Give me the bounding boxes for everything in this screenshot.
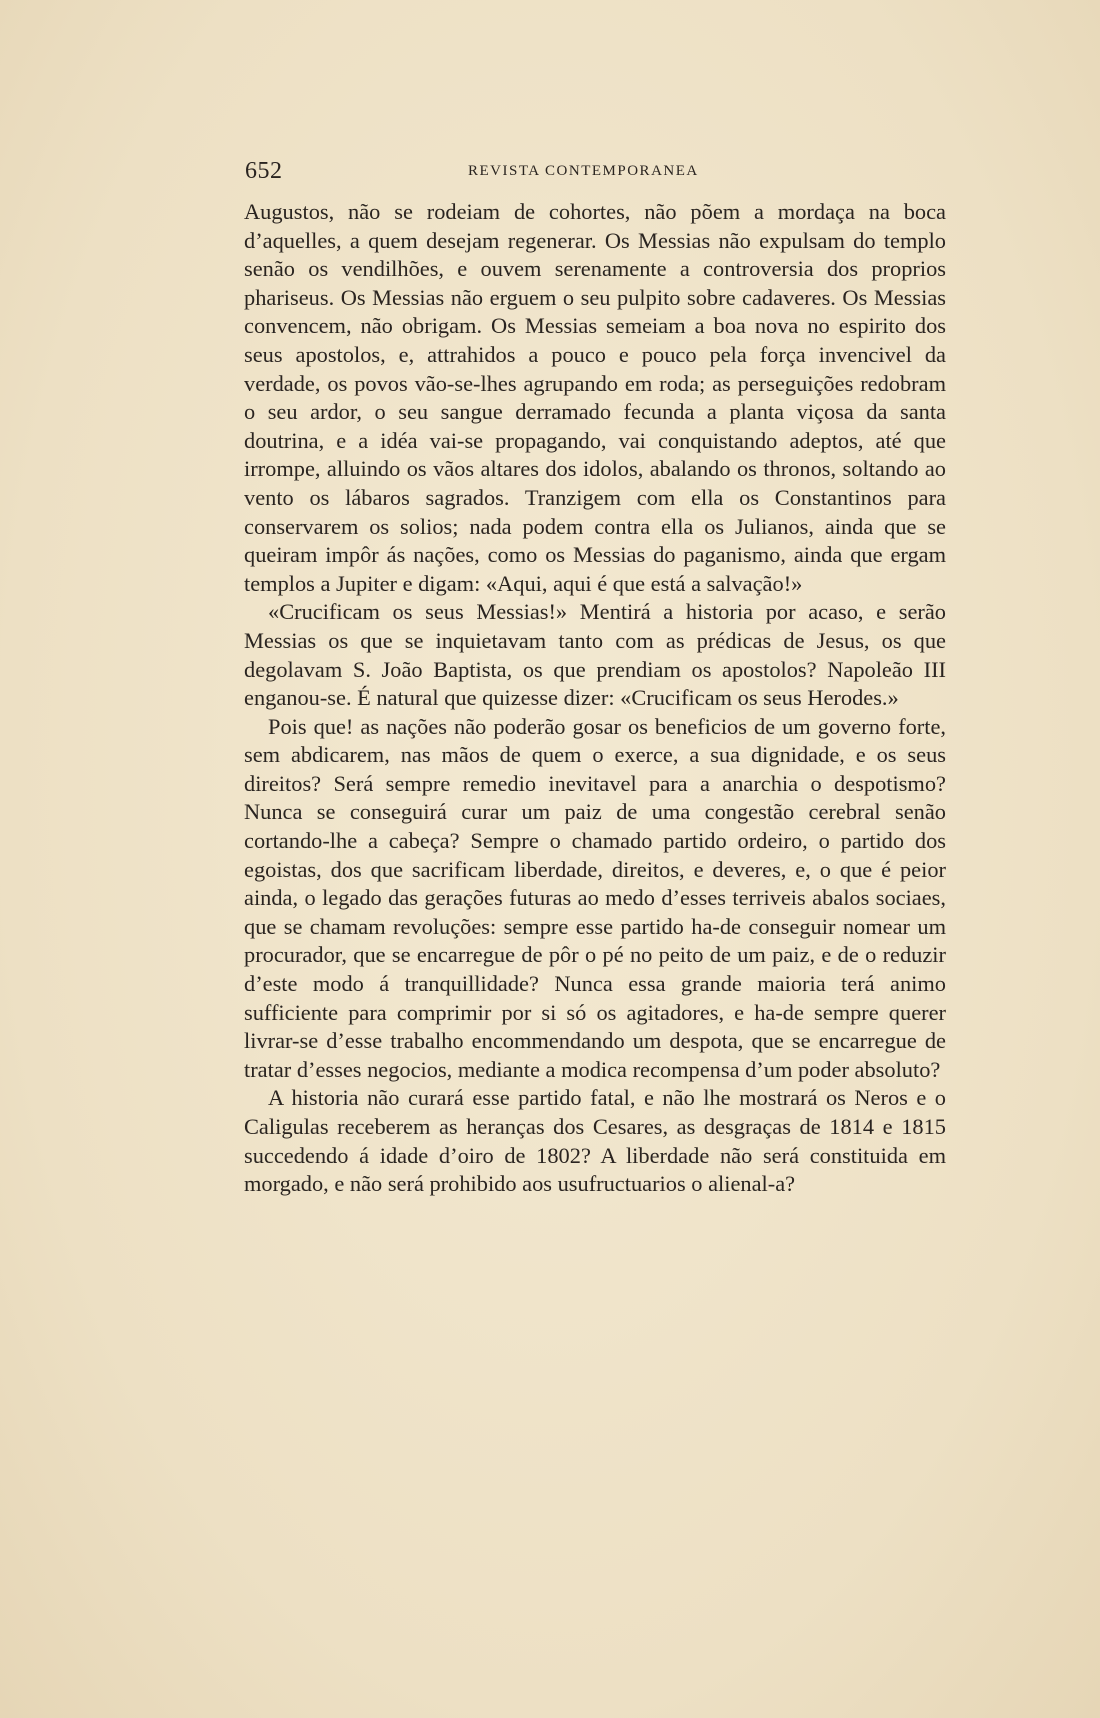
paragraph-3: Pois que! as nações não poderão gosar os beneficios de um governo forte, sem abdicarem, nas mãos de quem o exerce, a sua dignidade, e os seus direitos? Será sempre remedio inevitavel para a anarchia o despotismo? Nunca se conseguirá curar um paiz de uma congestão cerebral senão cortando-lhe a cabeça? Sempre o chamado partido ordeiro, o partido dos egoistas, dos que sacrificam liberdade, direitos, e deveres, e, o que é peior ainda, o legado das gerações futuras ao medo d’esses terriveis abalos sociaes, que se chamam revoluções: sempre esse partido ha-de conseguir nomear um procurador, que se encarregue de pôr o pé no peito de um paiz, e de o reduzir d’este modo á tranquillidade? Nunca essa grande maioria terá animo sufficiente para comprimir por si só os agitadores, e ha-de sempre querer livrar-se d’esse trabalho encommendando um despota, que se encarregue de tratar d’esses negocios, mediante a modica recompensa d’um poder absoluto?: [244, 713, 946, 1082]
paragraph-4: A historia não curará esse partido fatal, e não lhe mostrará os Neros e o Caligulas receberem as heranças dos Cesares, as desgraças de 1814 e 1815 succedendo á idade d’oiro de 1802? A liberdade não será constituida em morgado, e não será prohibido aos usufructuarios o alienal-a?: [244, 1085, 946, 1197]
page-number: 652: [245, 158, 283, 184]
body-text: [244, 198, 946, 1199]
paragraph-1: Augustos, não se rodeiam de cohortes, não põem a mordaça na boca d’aquelles, a quem desejam regenerar. Os Messias não expulsam do templo senão os vendilhões, e ouvem serenamente a controversia dos proprios phariseus. Os Messias não erguem o seu pulpito sobre cadaveres. Os Messias convencem, não obrigam. Os Messias semeiam a boa nova no espirito dos seus apostolos, e, attrahidos a pouco e pouco pela força invencivel da verdade, os povos vão-se-lhes agrupando em roda; as perseguições redobram o seu ardor, o seu sangue derramado fecunda a planta viçosa da santa doutrina, e a idéa vai-se propagando, vai conquistando adeptos, até que irrompe, alluindo os vãos altares dos idolos, abalando os thronos, soltando ao vento os lábaros sagrados. Tranzigem com ella os Constantinos para conservarem os solios; nada podem contra ella os Julianos, ainda que se queiram impôr ás nações, como os Messias do paganismo, ainda que ergam templos a Jupiter e digam: «Aqui, aqui é que está a salvação!»: [244, 199, 946, 596]
page-header: [245, 158, 945, 188]
running-title: REVISTA CONTEMPORANEA: [468, 163, 699, 179]
paragraph-2: «Crucificam os seus Messias!» Mentirá a historia por acaso, e serão Messias os que se inquietavam tanto com as prédicas de Jesus, os que degolavam S. João Baptista, os que prendiam os apostolos? Napoleão III enganou-se. É natural que quizesse dizer: «Crucificam os seus Herodes.»: [244, 599, 946, 711]
